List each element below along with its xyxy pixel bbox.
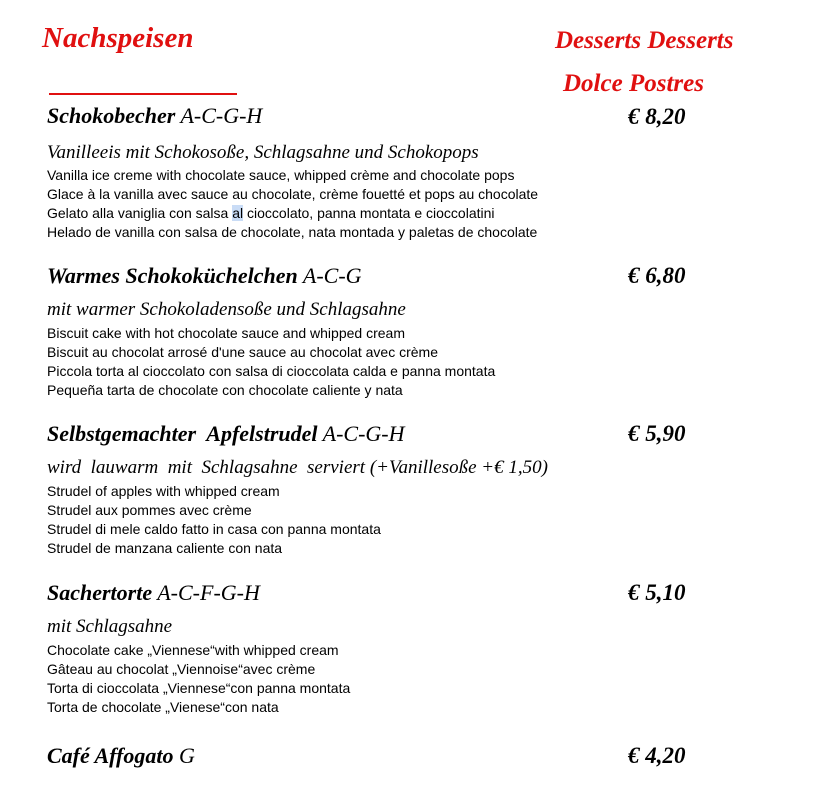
section-subtitle-line1: Desserts Desserts	[555, 27, 734, 54]
translation-line: Helado de vanilla con salsa de chocolate, nata montada y paletas de chocolate	[47, 224, 538, 240]
translation-line: Biscuit au chocolat arrosé d'une sauce au chocolat avec crème	[47, 344, 439, 360]
menu-item-description: mit warmer Schokoladensoße und Schlagsahne	[47, 299, 406, 320]
allergen-codes: A-C-G-H	[180, 103, 263, 128]
menu-item-translations	[47, 324, 495, 400]
allergen-codes: A-C-G	[302, 263, 362, 288]
translation-line: Strudel de manzana caliente con nata	[47, 540, 283, 556]
translation-line: Strudel aux pommes avec crème	[47, 502, 252, 518]
translation-line: Gelato alla vaniglia con salsa al cioccolato, panna montata e cioccolatini	[47, 205, 495, 221]
translation-line: Torta di cioccolata „Viennese“con panna montata	[47, 680, 351, 696]
menu-item-description: wird lauwarm mit Schlagsahne serviert (+Vanillesoße +€ 1,50)	[47, 457, 548, 478]
menu-item-name: Selbstgemachter Apfelstrudel A-C-G-H	[47, 421, 405, 446]
menu-item-translations	[47, 166, 538, 242]
menu-title: Nachspeisen	[42, 22, 194, 54]
menu-item-description: mit Schlagsahne	[47, 616, 173, 637]
menu-item-price: € 8,20	[628, 104, 686, 129]
menu-item-name: Warmes Schokoküchelchen A-C-G	[47, 263, 362, 288]
menu-item-price: € 6,80	[628, 263, 686, 288]
translation-line: Strudel di mele caldo fatto in casa con panna montata	[47, 521, 381, 537]
section-subtitle-line2: Dolce Postres	[563, 70, 704, 97]
translation-line: Strudel of apples with whipped cream	[47, 483, 280, 499]
allergen-codes: A-C-F-G-H	[157, 580, 260, 605]
translation-line: Pequeña tarta de chocolate con chocolate caliente y nata	[47, 382, 403, 398]
title-underline	[49, 93, 237, 95]
menu-item-price: € 5,90	[628, 421, 686, 446]
menu-item-name: Schokobecher A-C-G-H	[47, 103, 263, 128]
allergen-codes: A-C-G-H	[322, 421, 405, 446]
menu-item-name: Café Affogato G	[47, 743, 195, 768]
menu-item-translations	[47, 641, 350, 717]
translation-line: Biscuit cake with hot chocolate sauce and whipped cream	[47, 325, 405, 341]
translation-line: Vanilla ice creme with chocolate sauce, whipped crème and chocolate pops	[47, 167, 515, 183]
translation-line: Glace à la vanilla avec sauce au chocolate, crème fouetté et pops au chocolate	[47, 186, 539, 202]
translation-line: Chocolate cake „Viennese“with whipped cream	[47, 642, 339, 658]
menu-item-name: Sachertorte A-C-F-G-H	[47, 580, 260, 605]
allergen-codes: G	[179, 743, 195, 768]
menu-item-description: Vanilleeis mit Schokosoße, Schlagsahne und Schokopops	[47, 142, 479, 163]
menu-item-price: € 5,10	[628, 580, 686, 605]
translation-line: Gâteau au chocolat „Viennoise“avec crème	[47, 661, 316, 677]
text-selection: al	[232, 205, 244, 221]
menu-item-translations	[47, 482, 381, 558]
translation-line: Torta de chocolate „Vienese“con nata	[47, 699, 279, 715]
menu-item-price: € 4,20	[628, 743, 686, 768]
translation-line: Piccola torta al cioccolato con salsa di cioccolata calda e panna montata	[47, 363, 496, 379]
